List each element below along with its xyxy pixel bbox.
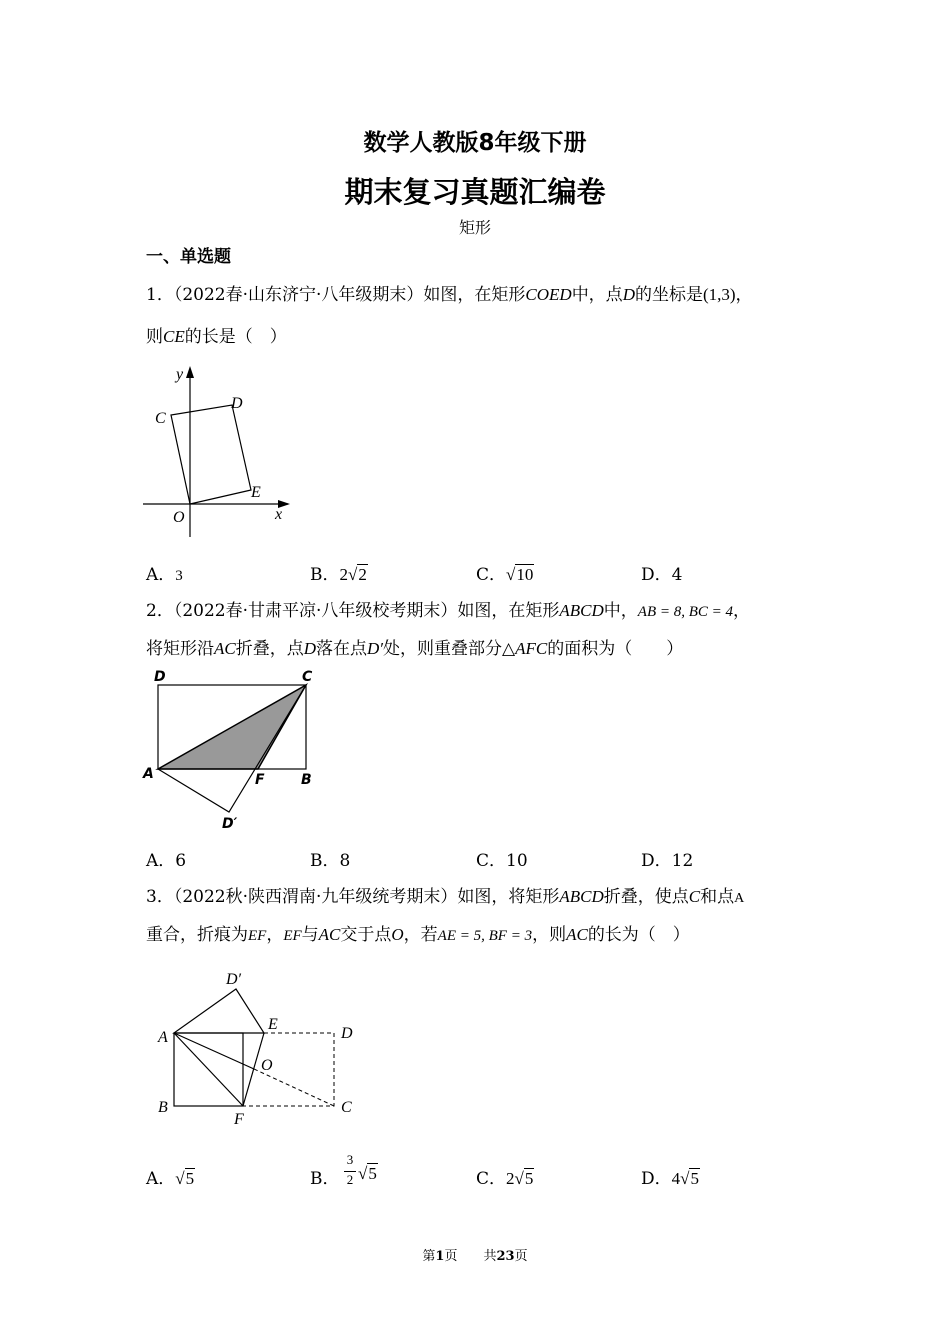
q3-label-b: B (158, 1099, 168, 1116)
q3-label-a: A (158, 1029, 168, 1046)
q2-label-f: F (255, 772, 265, 788)
q3-line1: 3．（2022秋·陕西渭南·九年级统考期末）如图，将矩形ABCD折叠，使点C和点A (146, 887, 745, 907)
q2-label-dp: D′ (222, 816, 238, 832)
q1-label-o: O (173, 509, 185, 526)
q3-figure (150, 964, 370, 1134)
q3-line2: 重合，折痕为EF，EF与AC交于点O，若AE = 5, BF = 3，则AC的长为（ ） (146, 925, 690, 945)
q2-line1: 2．（2022春·甘肃平凉·八年级校考期末）如图，在矩形ABCD中，AB = 8, BC = 4， (146, 601, 751, 621)
q2-label-b: B (301, 772, 312, 788)
q3-label-e: E (268, 1016, 278, 1033)
section-heading: 一、单选题 (146, 247, 231, 267)
q2-label-a: A (143, 766, 154, 782)
q1-option-c[interactable]: C．√10 (476, 565, 534, 585)
page-footer: 第1页 共23页 (422, 1249, 528, 1264)
q3-option-c[interactable]: C．2√5 (476, 1169, 534, 1189)
q1-label-d: D (231, 395, 243, 412)
q1-label-y: y (176, 366, 184, 383)
q3-option-a[interactable]: A．√5 (146, 1169, 195, 1189)
q2-option-b[interactable]: B．8 (310, 851, 351, 871)
q1-label-e: E (251, 484, 261, 501)
q3-label-d: D (341, 1025, 353, 1042)
q1-option-d[interactable]: D．4 (641, 565, 683, 585)
q1-label-c: C (155, 410, 166, 427)
q1-figure (138, 362, 298, 542)
q3-option-d[interactable]: D．4√5 (641, 1169, 699, 1189)
q2-line2: 将矩形沿AC折叠，点D落在点D′处，则重叠部分△AFC的面积为（ ） (146, 639, 684, 659)
q2-label-d: D (154, 669, 166, 685)
q1-line2: 则CE的长是（ ） (146, 327, 287, 347)
q3-label-c: C (341, 1099, 352, 1116)
q3-label-o: O (261, 1057, 273, 1074)
subtitle: 矩形 (458, 218, 491, 237)
q1-line1: 1．（2022春·山东济宁·八年级期末）如图，在矩形COED中，点D的坐标是(1,3)， (146, 285, 753, 305)
q1-option-b[interactable]: B．2√2 (310, 565, 367, 585)
q2-option-a[interactable]: A．6 (146, 851, 187, 871)
q3-label-dp: D′ (226, 971, 242, 988)
q1-label-x: x (275, 506, 283, 523)
q2-option-d[interactable]: D．12 (641, 851, 694, 871)
title-line2: 期末复习真题汇编卷 (344, 175, 606, 209)
q2-label-c: C (302, 669, 313, 685)
q2-option-c[interactable]: C．10 (476, 851, 528, 871)
q3-label-f: F (234, 1111, 244, 1128)
q2-figure (138, 664, 328, 834)
title-line1: 数学人教版8年级下册 (363, 130, 587, 156)
q1-option-a[interactable]: A．3 (146, 565, 183, 585)
